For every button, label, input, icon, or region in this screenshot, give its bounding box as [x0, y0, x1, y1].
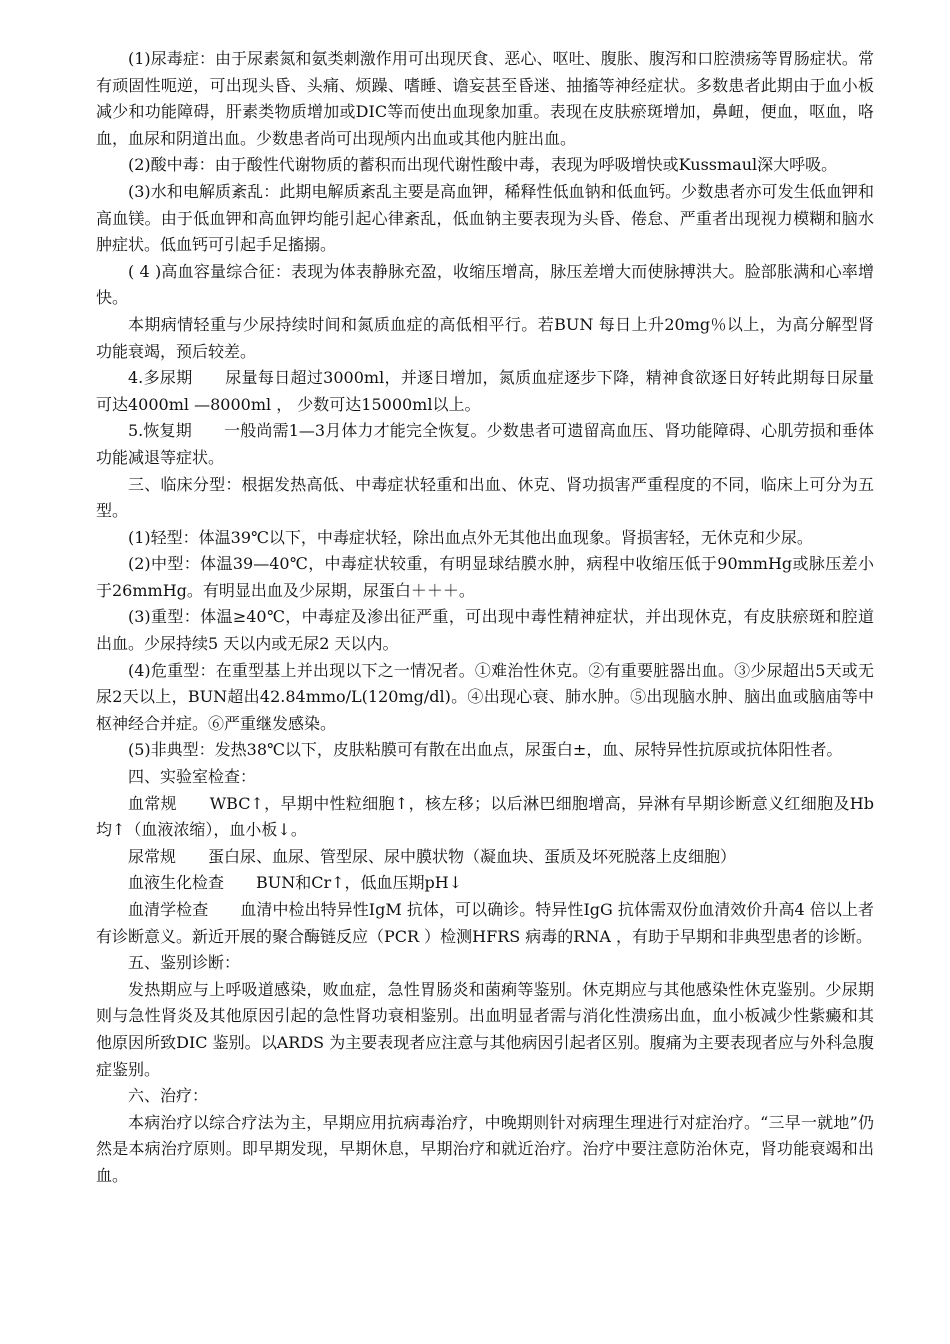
paragraph-electrolyte: (3)水和电解质紊乱：此期电解质紊乱主要是高血钾，稀释性低血钠和低血钙。少数患者亦可发生低血钾和高血镁。由于低血钾和高血钾均能引起心律紊乱，低血钠主要表现为头昏、倦怠、严重者出现视力模糊和脑水肿症状。低血钙可引起手足搐搦。	[96, 181, 874, 255]
paragraph-blood-routine: 血常规 WBC↑，早期中性粒细胞↑，核左移；以后淋巴细胞增高，异淋有早期诊断意义红细胞及Hb均↑（血液浓缩），血小板↓。	[96, 793, 874, 840]
section-treatment: 六、治疗：	[128, 1086, 209, 1106]
paragraph-treatment: 本病治疗以综合疗法为主，早期应用抗病毒治疗，中晚期则针对病理生理进行对症治疗。“三早一就地”仍然是本病治疗原则。即早期发现，早期休息，早期治疗和就近治疗。治疗中要注意防治休克，肾功能衰竭和出血。	[96, 1112, 874, 1185]
paragraph-atypical-type: (5)非典型：发热38℃以下，皮肤粘膜可有散在出血点，尿蛋白±，血、尿特异性抗原或抗体阳性者。	[128, 740, 843, 760]
paragraph-urine-routine: 尿常规 蛋白尿、血尿、管型尿、尿中膜状物（凝血块、蛋质及坏死脱落上皮细胞）	[128, 846, 737, 866]
document-page	[96, 46, 874, 1190]
paragraph-blood-biochem: 血液生化检查 BUN和Cr↑，低血压期pH↓	[128, 873, 463, 893]
paragraph-differential: 发热期应与上呼吸道感染，败血症，急性胃肠炎和菌痢等鉴别。休克期应与其他感染性休克鉴别。少尿期则与急性肾炎及其他原因引起的急性肾功衰相鉴别。出血明显者需与消化性溃疡出血，血小板减少性紫癜和其他原因所致DIC 鉴别。以ARDS 为主要表现者应注意与其他病因引起者区别。腹痛为主要表现者应与外科急腹症鉴别。	[96, 979, 874, 1079]
paragraph-moderate-type: (2)中型：体温39—40℃，中毒症状较重，有明显球结膜水肿，病程中收缩压低于90mmHg或脉压差小于26mmHg。有明显出血及少尿期，尿蛋白＋＋＋。	[96, 554, 874, 600]
paragraph-severity-note: 本期病情轻重与少尿持续时间和氮质血症的高低相平行。若BUN 每日上升20mg％以上，为高分解型肾功能衰竭，预后较差。	[96, 314, 874, 361]
section-differential-diagnosis: 五、鉴别诊断：	[128, 953, 241, 973]
paragraph-critical-type: (4)危重型：在重型基上并出现以下之一情况者。①难治性休克。②有重要脏器出血。③少尿超出5天或无尿2天以上，BUN超出42.84mmo/L(120mg/dl)。④出现心衰、肺水肿。⑤出现脑水肿、脑出血或脑庙等中枢神经合并症。⑥严重继发感染。	[96, 660, 874, 733]
paragraph-acidosis: (2)酸中毒：由于酸性代谢物质的蓄积而出现代谢性酸中毒，表现为呼吸增快或Kussmaul深大呼吸。	[128, 155, 838, 175]
paragraph-polyuria-phase: 4.多尿期 尿量每日超过3000ml，并逐日增加，氮质血症逐步下降，精神食欲逐日好转此期每日尿量可达4000ml —8000ml ， 少数可达15000ml以上。	[96, 368, 874, 414]
paragraph-hypervolemia: ( 4 )高血容量综合征：表现为体表静脉充盈，收缩压增高，脉压差增大而使脉搏洪大。脸部胀满和心率增快。	[96, 261, 874, 308]
paragraph-recovery-phase: 5.恢复期 一般尚需1—3月体力才能完全恢复。少数患者可遗留高血压、肾功能障碍、心肌劳损和垂体功能减退等症状。	[96, 421, 874, 467]
paragraph-mild-type: (1)轻型：体温39℃以下，中毒症状轻，除出血点外无其他出血现象。肾损害轻，无休克和少尿。	[128, 527, 813, 547]
section-lab-tests: 四、实验室检查：	[128, 767, 257, 787]
paragraph-severe-type: (3)重型：体温≥40℃，中毒症及渗出征严重，可出现中毒性精神症状，并出现休克，有皮肤瘀斑和腔道出血。少尿持续5 天以内或无尿2 天以内。	[96, 607, 874, 654]
paragraph-serology: 血清学检查 血清中检出特异性IgM 抗体，可以确诊。特异性IgG 抗体需双份血清效价升高4 倍以上者有诊断意义。新近开展的聚合酶链反应（PCR ）检测HFRS 病毒的RNA ，有助于早期和非典型患者的诊断。	[96, 900, 874, 946]
paragraph-uremia: (1)尿毒症：由于尿素氮和氨类刺激作用可出现厌食、恶心、呕吐、腹胀、腹泻和口腔溃疡等胃肠症状。常有顽固性呃逆，可出现头昏、头痛、烦躁、嗜睡、谵妄甚至昏迷、抽搐等神经症状。多数患者此期由于血小板减少和功能障碍，肝素类物质增加或DIC等而使出血现象加重。表现在皮肤瘀斑增加，鼻衄，便血，呕血，咯血，血尿和阴道出血。少数患者尚可出现颅内出血或其他内脏出血。	[96, 49, 874, 148]
section-clinical-types: 三、临床分型：根据发热高低、中毒症状轻重和出血、休克、肾功损害严重程度的不同，临床上可分为五型。	[96, 474, 874, 521]
